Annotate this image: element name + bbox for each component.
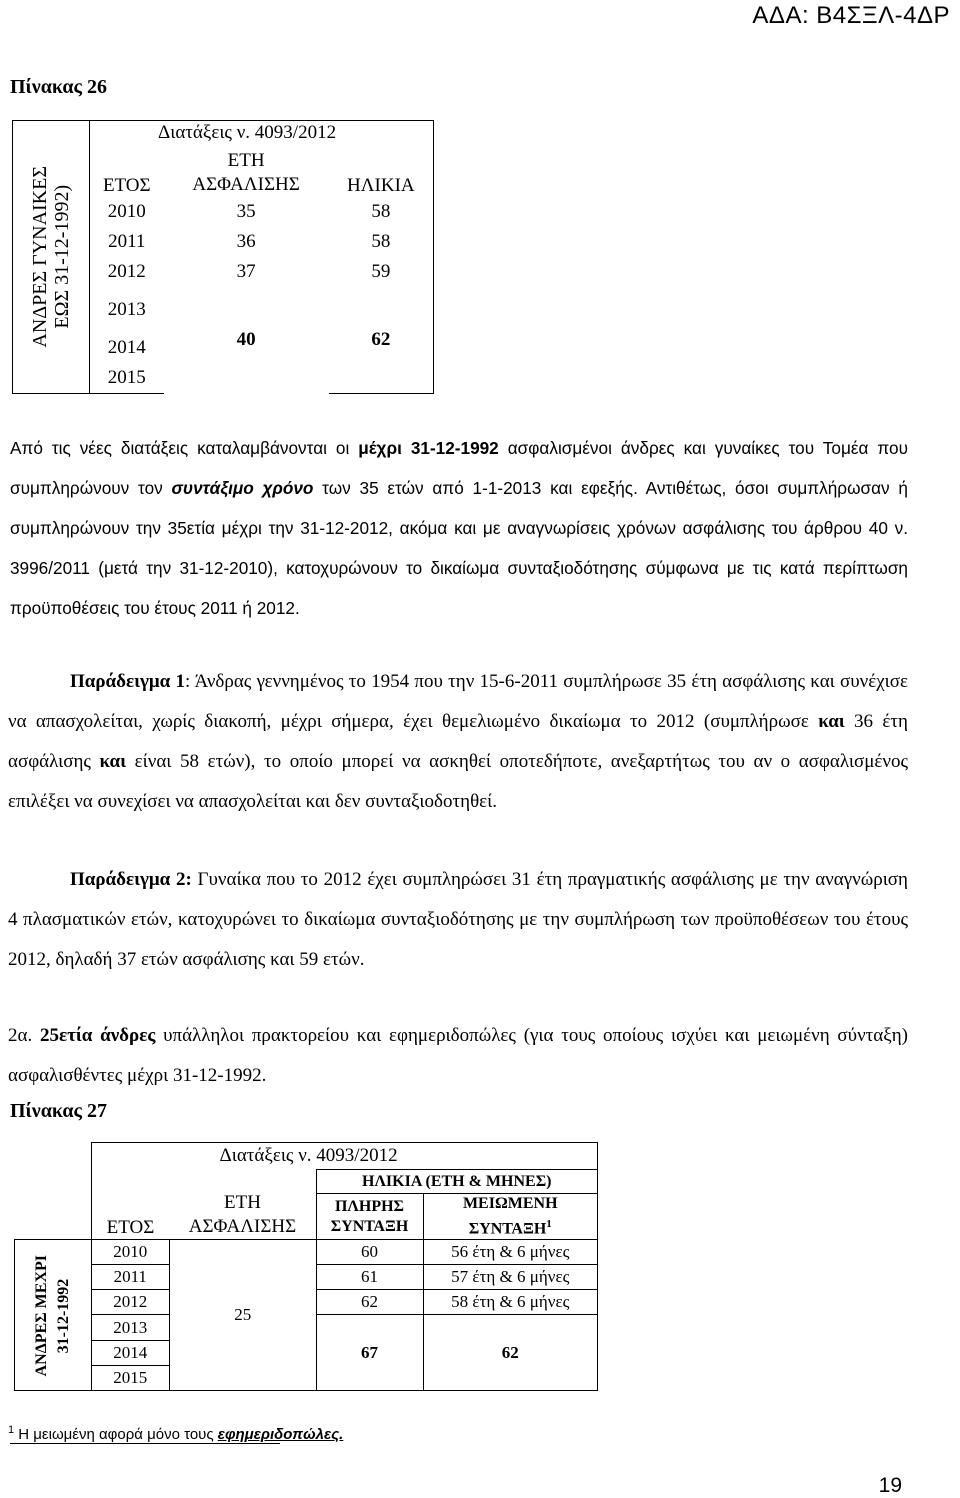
table-row-age: 59	[329, 257, 434, 287]
age-group-header: ΗΛΙΚΙΑ (ΕΤΗ & ΜΗΝΕΣ)	[316, 1170, 598, 1194]
table-26-provisions: Διατάξεις ν. 4093/2012	[90, 121, 434, 146]
table-26-title: Πίνακας 26	[10, 76, 107, 98]
table-27-title: Πίνακας 27	[10, 1100, 107, 1122]
table-row-year: 2013	[90, 287, 164, 333]
footnote-separator	[10, 1443, 280, 1444]
table-row-age: 58	[329, 227, 434, 257]
merged-reduced-value: 62	[423, 1315, 598, 1391]
col-years-ins-header: ΕΤΗ ΑΣΦΑΛΙΣΗΣ	[192, 150, 300, 195]
merged-full-value: 67	[316, 1315, 423, 1391]
page-number: 19	[878, 1474, 902, 1497]
table-row-reduced: 57 έτη & 6 μήνες	[423, 1265, 598, 1290]
table-row-year: 2012	[90, 257, 164, 287]
example-1: Παράδειγμα 1: Άνδρας γεννημένος το 1954 που την 15-6-2011 συμπλήρωσε 35 έτη ασφάλισης και συνέχισε να απασχολείται, χωρίς διακοπή, μέχρι σήμερα, έχει θεμελιωμένο δικαίωμα το 2012 (συμπλήρωσε και 36 έτη ασφάλισης και είναι 58 ετών), το οποίο μπορεί να ασκηθεί οποτεδήποτε, ανεξαρτήτως του αν ο ασφαλισμένος επιλέξει να συνεχίσει να απασχολείται και δεν συνταξιοδοτηθεί.	[8, 671, 909, 812]
table-row-year: 2014	[91, 1341, 170, 1366]
table-row-years: 37	[236, 261, 256, 282]
table-row-year: 2013	[91, 1315, 170, 1341]
table-row-age: 58	[329, 197, 434, 227]
table-row-year: 2015	[90, 363, 164, 394]
table-row-year: 2011	[91, 1265, 170, 1290]
table-row-year: 2015	[91, 1366, 170, 1391]
merged-age-value: 62	[329, 287, 434, 394]
merged-years-value: 25	[170, 1240, 317, 1391]
col-year-header: ΕΤΟΣ	[90, 145, 164, 197]
table-row-year: 2010	[91, 1240, 170, 1265]
table-row-years: 36	[236, 231, 256, 252]
table-row-full: 60	[316, 1240, 423, 1265]
table-26-side-label	[13, 121, 90, 394]
table-row-year: 2011	[90, 227, 164, 257]
table-row-reduced: 58 έτη & 6 μήνες	[423, 1290, 598, 1315]
col-age-header: ΗΛΙΚΙΑ	[329, 145, 434, 197]
side-label-line-1: ΑΝΔΡΕΣ ΓΥΝΑΙΚΕΣ	[29, 166, 51, 348]
side-label-line-2: ΕΩΣ 31-12-1992)	[51, 185, 73, 329]
table-row-full: 62	[316, 1290, 423, 1315]
col-full-header: ΠΛΗΡΗΣ ΣΥΝΤΑΞΗ	[316, 1194, 423, 1240]
table-27-provisions: Διατάξεις ν. 4093/2012	[91, 1143, 598, 1170]
section-2a: 2α. 25ετία άνδρες υπάλληλοι πρακτορείου και εφημεριδοπώλες (για τους οποίους ισχύει και μειωμένη σύνταξη) ασφαλισθέντες μέχρι 31-12-1992.	[8, 1025, 908, 1086]
table-row-year: 2012	[91, 1290, 170, 1315]
col-year-header: ΕΤΟΣ	[91, 1170, 170, 1240]
table-27-side-label: ΑΝΔΡΕΣ ΜΕΧΡΙ 31-12-1992	[15, 1240, 92, 1391]
col-years-ins-header: ΕΤΗ ΑΣΦΑΛΙΣΗΣ	[188, 1192, 297, 1238]
table-row-reduced: 56 έτη & 6 μήνες	[423, 1240, 598, 1265]
table-row-year: 2014	[90, 333, 164, 363]
merged-years-value: 40	[236, 329, 256, 351]
footnote: $^1$ Η μειωμένη αφορά μόνο τους εφημεριδοπώλες.	[8, 1424, 344, 1443]
table-row-years: 35	[236, 201, 256, 222]
table-row-year: 2010	[90, 197, 164, 227]
document-code: ΑΔΑ: Β4ΣΞΛ-4ΔΡ	[752, 2, 950, 29]
table-row-full: 61	[316, 1265, 423, 1290]
table-26	[12, 120, 434, 394]
paragraph-new-provisions: Από τις νέες διατάξεις καταλαμβάνονται οι μέχρι 31-12-1992 ασφαλισμένοι άνδρες και γυναίκες του Τομέα που συμπληρώνουν τον συντάξιμο χρόνο των 35 ετών από 1-1-2013 και εφεξής. Αντιθέτως, όσοι συμπλήρωσαν ή συμπληρώνουν την 35ετία μέχρι την 31-12-2012, ακόμα και με αναγνωρίσεις χρόνων ασφάλισης του άρθρου 40 ν. 3996/2011 (μετά την 31-12-2010), κατοχυρώνουν το δικαίωμα συνταξιοδότησης σύμφωνα με τις κατά περίπτωση προϋποθέσεις του έτους 2011 ή 2012.	[10, 438, 908, 618]
table-27	[14, 1142, 598, 1391]
example-2: Παράδειγμα 2: Γυναίκα που το 2012 έχει συμπληρώσει 31 έτη πραγματικής ασφάλισης με την αναγνώριση 4 πλασματικών ετών, κατοχυρώνει το δικαίωμα συνταξιοδότησης με την συμπλήρωση των προϋποθέσεων του έτους 2012, δηλαδή 37 ετών ασφάλισης και 59 ετών.	[8, 869, 908, 970]
col-reduced-header: ΜΕΙΩΜΕΝΗ ΣΥΝΤΑΞΗ$^1$	[423, 1194, 598, 1240]
